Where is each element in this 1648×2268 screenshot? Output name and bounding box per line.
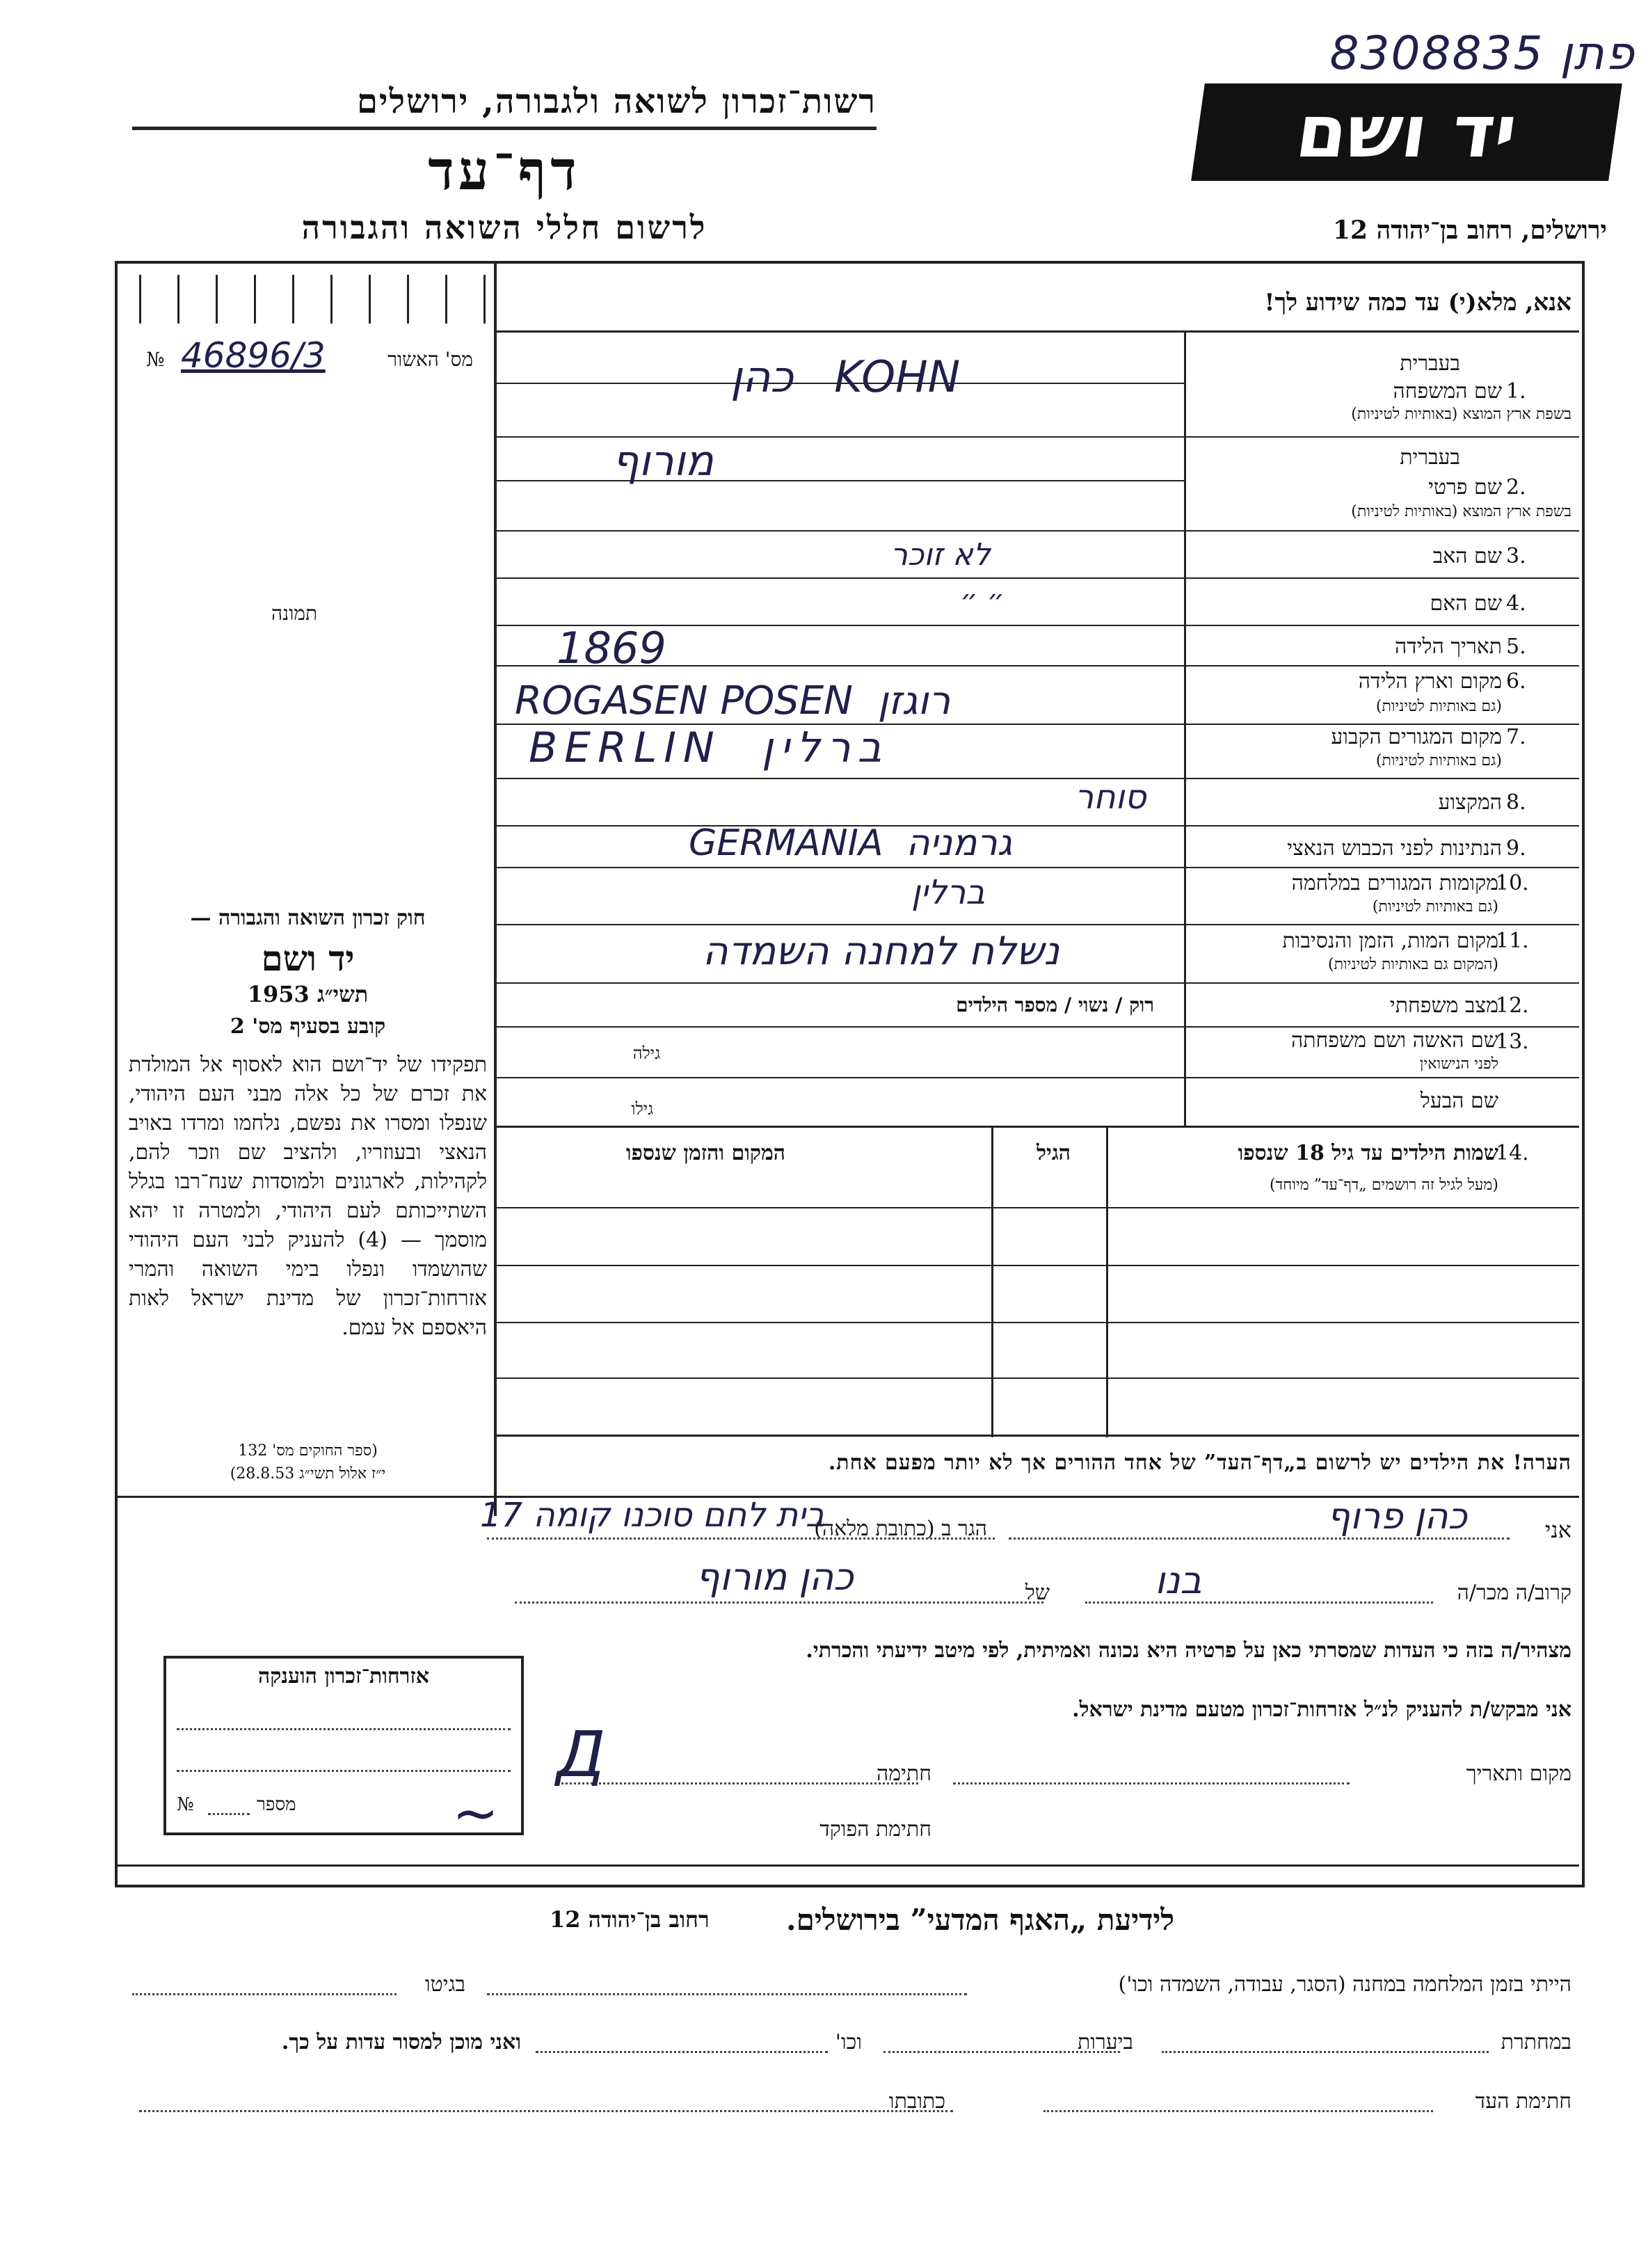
decl-request: אני מבקש/ת להעניק לנ״ל אזרחות־זכרון מטעם מדינת ישראל. xyxy=(1072,1698,1571,1722)
citizenship-box-title: אזרחות־זכרון הוענקה xyxy=(257,1664,430,1688)
decl-signature: חתימה xyxy=(877,1762,931,1786)
citizenship-box-no: № xyxy=(177,1794,194,1815)
bottom-line2-c: וכו' xyxy=(835,2030,862,2054)
field-14-num: 14. xyxy=(1496,1141,1529,1165)
birthplace-value[interactable]: ROGASEN POSEN רוגזן xyxy=(515,678,951,724)
top-handwritten-number: 8308835 פתן xyxy=(1329,26,1635,80)
authority-name: רשות־זכרון לשואה ולגבורה, ירושלים xyxy=(356,82,877,121)
approval-label: מס' האשור xyxy=(387,348,473,371)
field-2-sub: בשפת ארץ המוצא (באותיות לטיניות) xyxy=(1351,503,1571,520)
field-5-label: תאריך הלידה xyxy=(1394,634,1502,659)
law-dash: חוק זכרון השואה והגבורה — xyxy=(190,906,426,930)
photo-area[interactable] xyxy=(139,390,480,877)
decl-relative: קרוב/ה מכר/ה xyxy=(1457,1581,1571,1605)
form-title: דף־עד xyxy=(428,139,581,202)
law-ref-1: (ספר החוקים מס' 132 xyxy=(238,1442,378,1460)
nationality-value[interactable]: GERMANIA גרמניה xyxy=(689,822,1013,864)
field-12-num: 12. xyxy=(1496,993,1529,1018)
mother-name-value[interactable]: ״ ״ xyxy=(960,584,1005,616)
field-1-sub: בשפת ארץ המוצא (באותיות לטיניות) xyxy=(1351,406,1571,423)
approval-no-sign: № xyxy=(146,348,165,371)
bottom-line2-d: ואני מוכן למסור עדות על כך. xyxy=(281,2030,521,2054)
approval-number[interactable]: 46896/3 xyxy=(181,335,326,376)
decl-official-signature: חתימת הפוקד xyxy=(819,1817,931,1842)
residence-value[interactable]: BERLIN ברלין xyxy=(529,724,889,772)
field-13-sub: לפני הנישואין xyxy=(1419,1055,1498,1073)
decl-of-value[interactable]: כהן מורוף xyxy=(696,1555,854,1599)
law-name: יד ושם xyxy=(261,938,355,979)
header-address: ירושלים, רחוב בן־יהודה 12 xyxy=(1332,216,1607,245)
field-4-num: 4. xyxy=(1506,591,1526,616)
field-11-sub: (המקום גם באותיות לטיניות) xyxy=(1328,956,1498,973)
children-age-header: הגיל xyxy=(1036,1141,1071,1165)
decl-place-date: מקום ותאריך xyxy=(1466,1762,1571,1786)
field-5-num: 5. xyxy=(1506,634,1526,659)
logo-text: יד ושם xyxy=(1291,89,1523,174)
field-8-num: 8. xyxy=(1506,790,1526,815)
instruction-text: אנא, מלא(י) עד כמה שידוע לך! xyxy=(1264,289,1571,317)
father-name-value[interactable]: לא זוכר xyxy=(890,537,991,573)
wife-maiden-hint: גילה xyxy=(632,1044,660,1063)
first-name-value[interactable]: מורוף xyxy=(612,437,714,486)
bottom-line3-b: כתובתו xyxy=(888,2089,945,2114)
husband-name-hint: גילו xyxy=(631,1099,653,1119)
decl-address-value[interactable]: בית לחם סוכנו קומה 17 xyxy=(480,1496,825,1535)
death-place-value[interactable]: נשלח למחנה השמדה xyxy=(703,929,1060,974)
children-sub: (מעל לגיל זה רושמים „דף־עד” מיוחד) xyxy=(1270,1176,1498,1194)
children-place-header: המקום והזמן שנספו xyxy=(625,1141,785,1165)
bottom-line1-a: הייתי בזמן המלחמה במחנה (הסגר, עבודה, השמדה וכו') xyxy=(1118,1972,1571,1997)
decl-of: של xyxy=(1025,1581,1050,1605)
family-name-value[interactable]: כהן KOHN xyxy=(730,351,961,402)
citizenship-box xyxy=(163,1656,524,1835)
field-2-num: 2. xyxy=(1506,475,1526,500)
field-9-label: הנתינות לפני הכבוש הנאצי xyxy=(1287,836,1502,861)
bottom-line3-a: חתימת העד xyxy=(1475,2089,1571,2114)
birth-date-value[interactable]: 1869 xyxy=(557,623,666,673)
field-3-num: 3. xyxy=(1506,544,1526,568)
field-13-num: 13. xyxy=(1496,1030,1529,1054)
photo-label: תמונה xyxy=(271,602,318,625)
field-10-label: מקומות המגורים במלחמה xyxy=(1291,871,1498,895)
field-7-sub: (גם באותיות לטיניות) xyxy=(1375,752,1502,769)
approval-label-row xyxy=(132,335,480,383)
marital-status-options[interactable]: רוק / נשוי / מספר הילדים xyxy=(956,993,1154,1016)
field-11-label: מקום המות, הזמן והנסיבות xyxy=(1282,929,1498,953)
form-subtitle: לרשום חללי השואה והגבורה xyxy=(301,209,707,246)
field-1-label: שם המשפחה xyxy=(1393,379,1502,404)
decl-resides: הגר ב (כתובת מלאה) xyxy=(814,1517,987,1541)
bottom-line2-b: ביערות xyxy=(1077,2030,1133,2054)
field-4-label: שם האם xyxy=(1430,591,1502,616)
decl-relation-value[interactable]: בנו xyxy=(1155,1558,1202,1602)
decl-name-value[interactable]: כהן פרוף xyxy=(1327,1496,1467,1538)
law-body: תפקידו של יד־ושם הוא לאסוף אל המולדת את זכרם של כל אלה מבני העם היהודי, שנפלו ומסרו את נפשם, נלחמו ומרדו באויב הנאצי ובעוזריו, ולהציב שם וזכר להם, לקהילות, לארגונים ולמוסדות שנח־רבו בגלל השתייכותם לעם היהודי, ולמטרה זו יהא מוסמך — (4) להעניק לבני העם היהודי שהושמדו ונפלו בימי השואה והמרי אזרחות־זכרון של מדינת ישראל לאות היאספם אל עמם. xyxy=(129,1053,487,1340)
law-year: תשי״ג 1953 xyxy=(247,981,369,1007)
wartime-residence-value[interactable]: ברלין xyxy=(911,873,985,912)
law-ref-2: י״ז אלול תשי״ג 28.8.53) xyxy=(230,1465,386,1483)
bottom-title: לידיעת „האגף המדעי” בירושלים. xyxy=(786,1903,1175,1937)
field-2-heb: בעברית xyxy=(1400,445,1460,470)
field-1-num: 1. xyxy=(1506,379,1526,404)
bottom-line2-a: במחתרת xyxy=(1501,2030,1571,2054)
field-8-label: המקצוע xyxy=(1438,790,1502,815)
field-12-label: מצב משפחתי xyxy=(1389,993,1498,1018)
field-6-num: 6. xyxy=(1506,669,1526,694)
children-label: שמות הילדים עד גיל 18 שנספו xyxy=(1238,1141,1498,1165)
field-7-label: מקום המגורים הקבוע xyxy=(1331,725,1502,749)
signature-mark: Д xyxy=(557,1718,606,1791)
tick-strip xyxy=(139,275,487,324)
law-clause: קובע בסעיף מס' 2 xyxy=(230,1014,386,1039)
bottom-line1-b: בגיטו xyxy=(424,1972,465,1997)
field-7-num: 7. xyxy=(1506,725,1526,749)
note-text: הערה! את הילדים יש לרשום ב„דף־העד” של אחד ההורים אך לא יותר מפעם אחת. xyxy=(828,1451,1571,1475)
field-11-num: 11. xyxy=(1496,929,1529,953)
citizenship-box-number: מספר xyxy=(257,1794,296,1815)
yad-vashem-logo xyxy=(1191,83,1622,181)
decl-statement: מצהיר/ה בזה כי העדות שמסרתי כאן על פרטיה היא נכונה ואמיתית, לפי מיטב ידיעתי והכרתי. xyxy=(806,1638,1571,1663)
field-13-label: שם האשה ושם משפחתה xyxy=(1290,1028,1498,1053)
field-10-num: 10. xyxy=(1496,871,1529,895)
official-signature-mark: ~ xyxy=(452,1781,499,1846)
profession-value[interactable]: סוחר xyxy=(1075,778,1146,817)
field-3-label: שם האב xyxy=(1432,544,1502,568)
field-2-label: שם פרטי xyxy=(1428,475,1502,500)
field-6-sub: (גם באותיות לטיניות) xyxy=(1375,698,1502,715)
bottom-address: רחוב בן־יהודה 12 xyxy=(550,1906,710,1933)
field-1-heb: בעברית xyxy=(1400,351,1460,376)
husband-name-label: שם הבעל xyxy=(1420,1089,1498,1113)
field-9-num: 9. xyxy=(1506,836,1526,861)
field-6-label: מקום וארץ הלידה xyxy=(1358,669,1502,694)
field-10-sub: (גם באותיות לטיניות) xyxy=(1372,898,1498,916)
decl-ani: אני xyxy=(1545,1517,1571,1543)
